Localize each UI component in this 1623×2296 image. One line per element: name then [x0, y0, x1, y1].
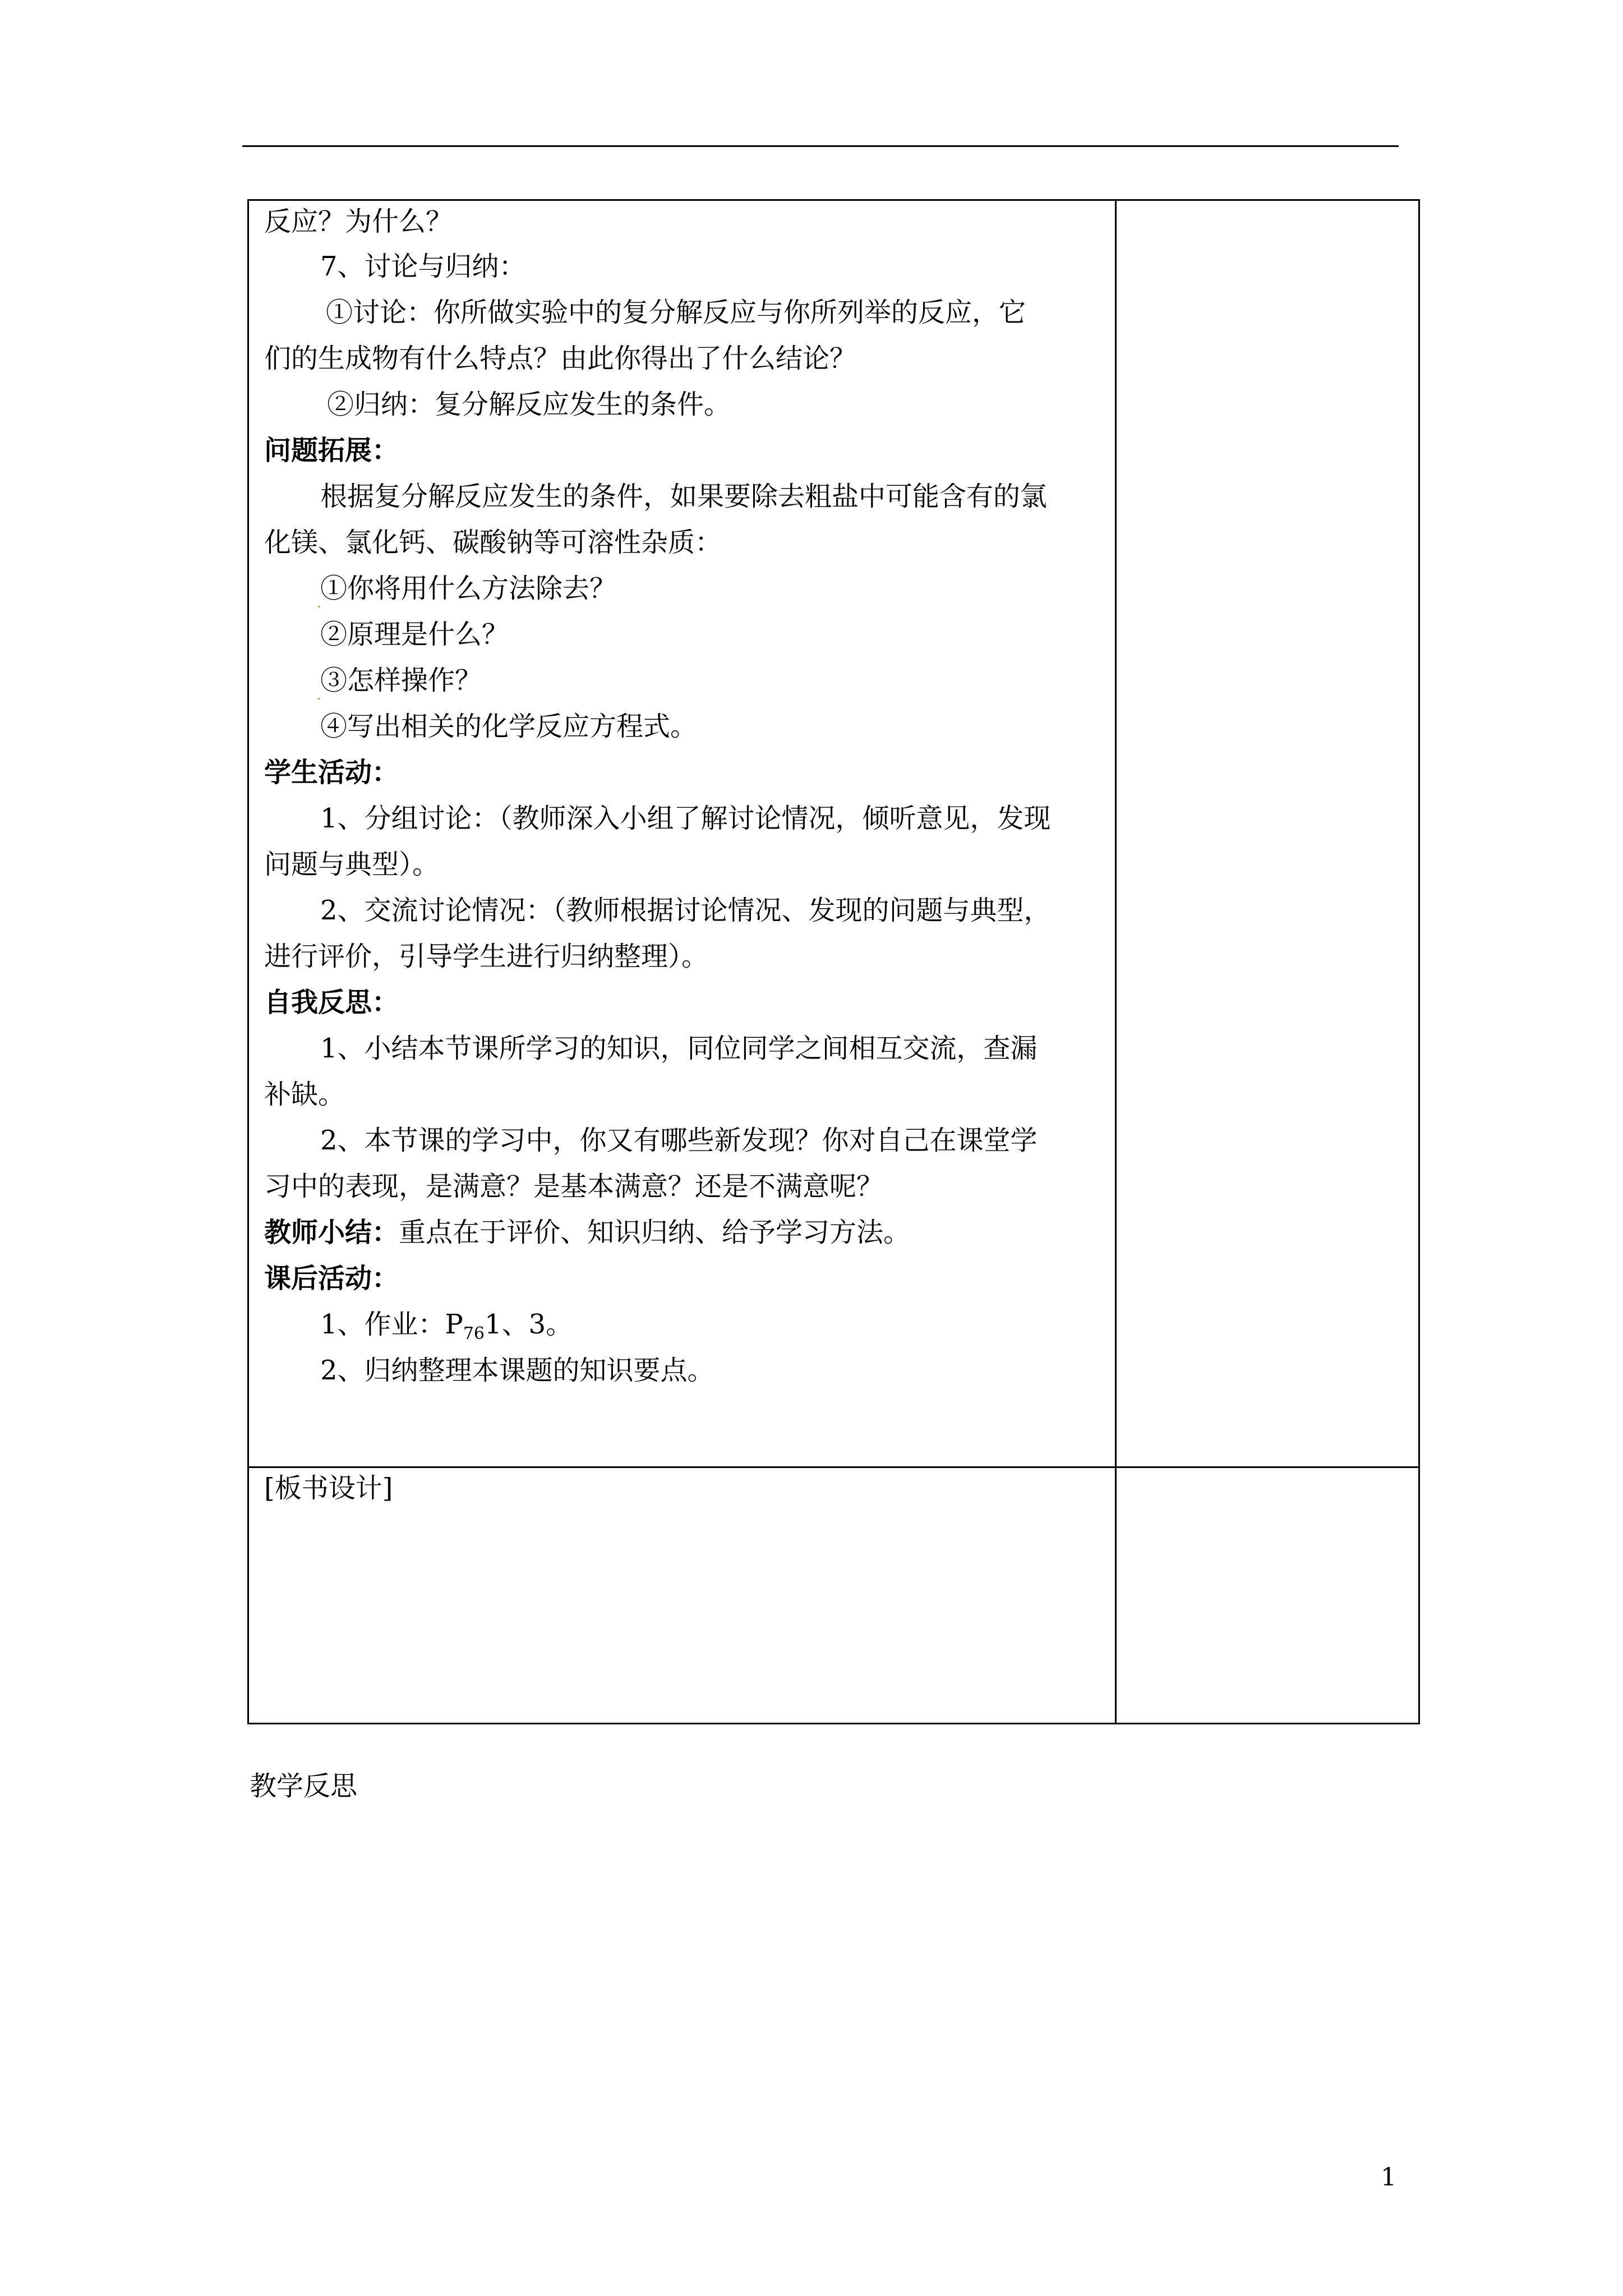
homework-line [320, 1308, 573, 1341]
content-line: 1、小结本节课所学习的知识，同位同学之间相互交流，查漏 [320, 1033, 1038, 1064]
annotation-mark: . [317, 595, 321, 611]
section-heading-problem: 问题拓展： [264, 435, 399, 466]
content-line: 2、交流讨论情况：（教师根据讨论情况、发现的问题与典型， [320, 895, 1051, 926]
content-line: 化镁、氯化钙、碳酸钠等可溶性杂质： [264, 527, 722, 558]
teacher-summary-line [264, 1216, 910, 1249]
content-line: ①你将用什么方法除去？ [320, 573, 617, 604]
content-line: 问题与典型）。 [264, 849, 440, 880]
table-column-divider [1115, 199, 1117, 1724]
table-row-divider [247, 1466, 1420, 1468]
content-line: 2、归纳整理本课题的知识要点。 [320, 1355, 714, 1386]
content-line: ②原理是什么？ [320, 619, 509, 650]
content-line: 反应？为什么？ [264, 206, 453, 237]
content-line: 7、讨论与归纳： [320, 251, 526, 282]
board-design-label: [板书设计] [264, 1473, 393, 1504]
content-line: ①讨论：你所做实验中的复分解反应与你所列举的反应，它 [326, 297, 1026, 328]
homework-suffix: 1、3。 [485, 1309, 573, 1340]
content-line: 习中的表现，是满意？是基本满意？还是不满意呢？ [264, 1171, 884, 1202]
homework-prefix: 1、作业：P [320, 1309, 463, 1340]
content-line: 1、分组讨论：（教师深入小组了解讨论情况，倾听意见，发现 [320, 803, 1051, 834]
content-line: ③怎样操作？ [320, 665, 482, 696]
content-line: 补缺。 [264, 1079, 345, 1110]
annotation-mark: . [317, 687, 321, 703]
content-line: ④写出相关的化学反应方程式。 [320, 711, 698, 742]
section-heading-teacher: 教师小结： [264, 1217, 399, 1248]
homework-page-subscript: 76 [463, 1324, 485, 1343]
section-heading-self: 自我反思： [264, 987, 399, 1018]
content-line: 2、本节课的学习中，你又有哪些新发现？你对自己在课堂学 [320, 1125, 1038, 1156]
content-line: 进行评价，引导学生进行归纳整理）。 [264, 941, 709, 972]
header-rule [242, 145, 1399, 147]
lesson-table [247, 199, 1420, 1724]
section-heading-after: 课后活动： [264, 1263, 399, 1294]
content-line: 根据复分解反应发生的条件，如果要除去粗盐中可能含有的氯 [320, 481, 1048, 512]
content-line: 们的生成物有什么特点？由此你得出了什么结论？ [264, 343, 857, 374]
teaching-reflection-title: 教学反思 [250, 1770, 358, 1802]
section-heading-student: 学生活动： [264, 757, 399, 788]
page-number: 1 [1381, 2163, 1396, 2192]
teacher-summary-text: 重点在于评价、知识归纳、给予学习方法。 [399, 1217, 911, 1248]
content-line: ②归纳：复分解反应发生的条件。 [327, 389, 731, 420]
